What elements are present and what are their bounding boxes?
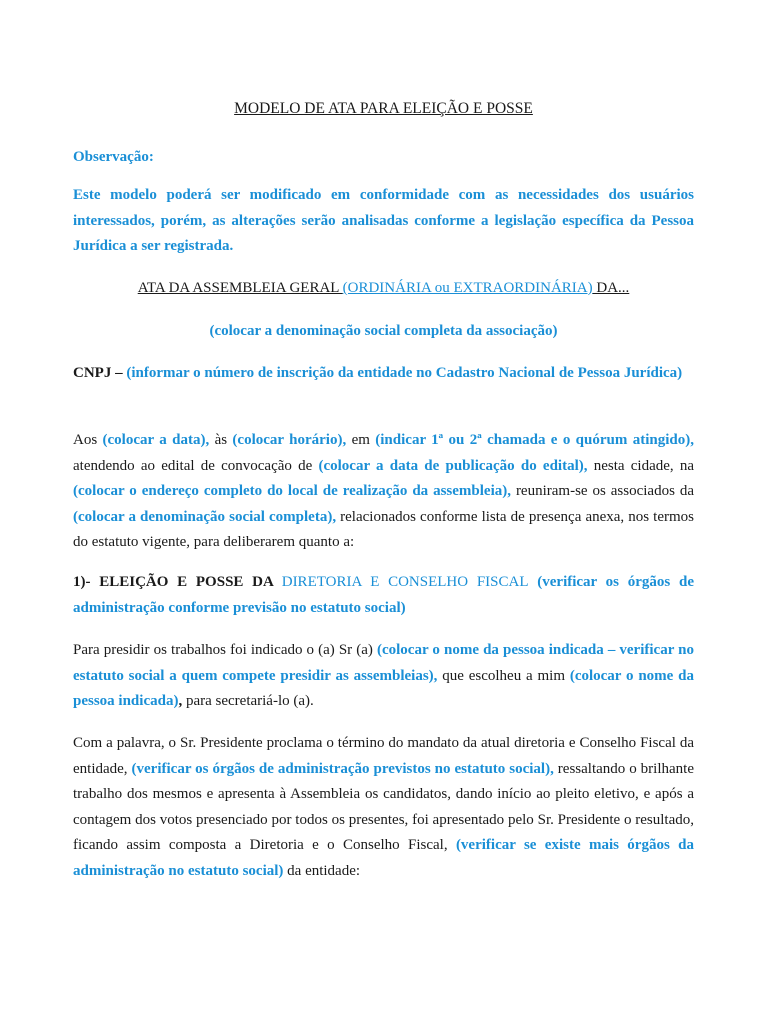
paragraph-presidir xyxy=(73,638,694,715)
text: às xyxy=(209,432,233,448)
hint: (verificar se existe mais órgãos da administração no estatuto social) xyxy=(73,837,694,879)
hint: (colocar o nome da pessoa indicada – verificar no estatuto social a quem compete presidir as assembleias), xyxy=(73,642,694,684)
text: , xyxy=(178,693,183,709)
hint: (colocar o nome da pessoa indicada) xyxy=(73,667,694,709)
text: atendendo ao edital de convocação de xyxy=(73,457,319,474)
text: Para presidir os trabalhos foi indicado o (a) Sr (a) xyxy=(73,642,377,658)
cnpj-label: CNPJ – xyxy=(73,365,127,381)
text: em xyxy=(346,432,376,448)
hint: (colocar horário), xyxy=(232,432,347,448)
item-1-hint: (verificar os órgãos de administração conforme previsão no estatuto social) xyxy=(73,574,694,616)
cnpj-paragraph xyxy=(73,361,694,387)
hint: (colocar a data de publicação do edital), xyxy=(318,457,588,474)
hint: (colocar o endereço completo do local de realização da assembleia), xyxy=(73,483,512,499)
paragraph-palavra xyxy=(73,731,694,884)
observation-heading: Observação: xyxy=(73,149,154,165)
item-1-heading xyxy=(73,570,694,621)
observation-text: Este modelo poderá ser modificado em conformidade com as necessidades dos usuários interessados, porém, as alterações serão analisadas conforme a legislação específica da Pessoa Jurídica a ser registrada. xyxy=(73,187,694,254)
denominacao-placeholder: (colocar a denominação social completa da associação) xyxy=(209,323,558,339)
text: reuniram-se os associados da xyxy=(511,483,695,499)
text: Com a palavra, o Sr. Presidente proclama o término do mandato da atual diretoria e Conselho Fiscal da entidade, xyxy=(73,735,694,777)
ata-heading-prefix: ATA DA ASSEMBLEIA GERAL xyxy=(137,280,343,296)
ata-heading-type: (ORDINÁRIA ou EXTRAORDINÁRIA) xyxy=(342,280,593,296)
document-title: MODELO DE ATA PARA ELEIÇÃO E POSSE xyxy=(234,100,533,117)
hint: (indicar 1ª ou 2ª chamada e o quórum atingido), xyxy=(375,432,694,448)
hint: (colocar a data), xyxy=(102,432,210,448)
text: da entidade: xyxy=(283,862,361,879)
item-1-organs: DIRETORIA E CONSELHO FISCAL xyxy=(281,574,529,590)
paragraph-aos xyxy=(73,428,694,556)
text: para secretariá-lo (a). xyxy=(182,693,314,709)
hint: (verificar os órgãos de administração previstos no estatuto social), xyxy=(131,760,554,777)
text: ressaltando o brilhante trabalho dos mesmos e apresenta à Assembleia os candidatos, dando início ao pleito eletivo, e após a contagem dos votos presenciado por todos os presentes, foi apresentado pelo Sr. Presidente o resultado, ficando assim composta a Diretoria e o Conselho Fiscal, xyxy=(73,760,694,853)
cnpj-hint: (informar o número de inscrição da entidade no Cadastro Nacional de Pessoa Jurídica) xyxy=(126,365,683,381)
ata-heading-suffix: DA... xyxy=(592,280,630,296)
item-1-prefix: 1)- ELEIÇÃO E POSSE DA xyxy=(73,574,282,590)
text: relacionados conforme lista de presença anexa, nos termos do estatuto vigente, para deliberarem quanto a: xyxy=(73,508,694,550)
ata-heading xyxy=(73,276,694,302)
text: nesta cidade, na xyxy=(587,457,695,474)
hint: (colocar a denominação social completa), xyxy=(73,508,337,525)
text: que escolheu a mim xyxy=(437,667,570,684)
text: Aos xyxy=(73,432,103,448)
